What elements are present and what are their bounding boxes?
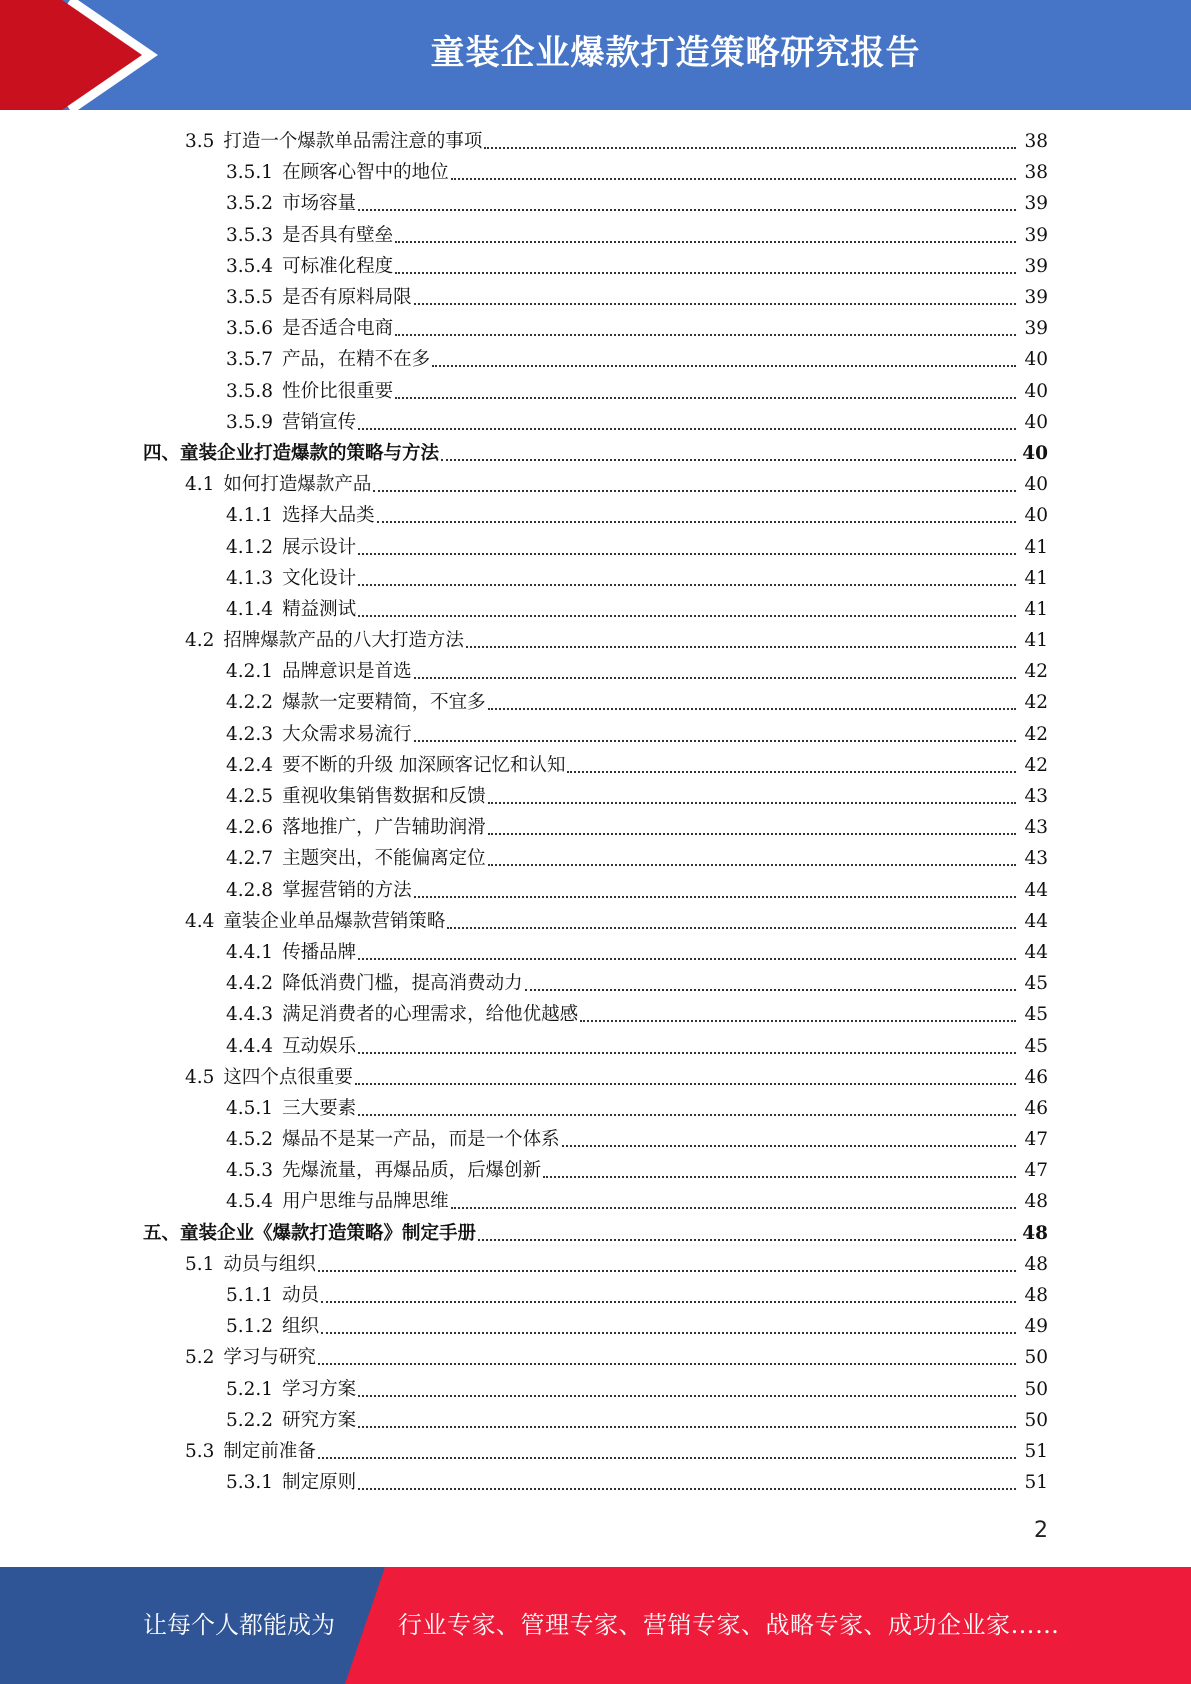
toc-dot-leader xyxy=(358,552,1016,555)
toc-entry-number: 4.4.1 xyxy=(226,941,274,963)
toc-entry-title: 招牌爆款产品的八大打造方法 xyxy=(223,630,464,652)
toc-entry-number: 4.5.2 xyxy=(226,1129,274,1151)
toc-entry-number: 四、 xyxy=(143,442,181,464)
toc-entry-number: 4.2 xyxy=(185,630,215,652)
toc-entry-number: 3.5.6 xyxy=(226,318,274,340)
toc-dot-leader xyxy=(451,177,1016,180)
toc-entry-page: 41 xyxy=(1024,630,1048,652)
toc-entry-title: 制定原则 xyxy=(282,1472,357,1494)
toc-entry-number: 4.1.4 xyxy=(226,598,274,620)
toc-entry-title: 爆款一定要精简，不宜多 xyxy=(282,692,486,714)
toc-entry-page: 42 xyxy=(1024,692,1048,714)
toc-entry-page: 51 xyxy=(1024,1440,1048,1462)
toc-entry-page: 45 xyxy=(1024,1035,1048,1057)
toc-entry-number: 4.2.8 xyxy=(226,879,274,901)
toc-entry-title: 重视收集销售数据和反馈 xyxy=(282,786,486,808)
toc-entry-page: 48 xyxy=(1024,1285,1048,1307)
toc-entry-page: 46 xyxy=(1024,1066,1048,1088)
page-footer xyxy=(0,1567,1191,1684)
toc-entry-page: 39 xyxy=(1024,224,1048,246)
toc-subsection-entry[interactable] xyxy=(0,1186,1191,1217)
toc-entry-number: 4.5.3 xyxy=(226,1160,274,1182)
toc-entry-page: 40 xyxy=(1024,380,1048,402)
toc-subsection-entry[interactable] xyxy=(0,251,1191,282)
toc-subsection-entry[interactable] xyxy=(0,282,1191,313)
toc-entry-title: 动员 xyxy=(282,1285,320,1307)
toc-dot-leader xyxy=(358,208,1016,211)
toc-subsection-entry[interactable] xyxy=(0,220,1191,251)
toc-dot-leader xyxy=(395,333,1016,336)
toc-entry-number: 3.5.8 xyxy=(226,380,274,402)
toc-entry-number: 5.3 xyxy=(185,1440,215,1462)
toc-entry-page: 50 xyxy=(1024,1409,1048,1431)
toc-dot-leader xyxy=(414,302,1016,305)
toc-dot-leader xyxy=(488,863,1016,866)
toc-entry-number: 5.1.2 xyxy=(226,1316,274,1338)
toc-subsection-entry[interactable] xyxy=(0,812,1191,843)
toc-entry-number: 4.5.4 xyxy=(226,1191,274,1213)
toc-subsection-entry[interactable] xyxy=(0,563,1191,594)
toc-dot-leader xyxy=(358,1425,1016,1428)
toc-entry-number: 4.4.3 xyxy=(226,1004,274,1026)
header-red-arrow xyxy=(0,0,148,110)
toc-entry-number: 4.2.3 xyxy=(226,723,274,745)
toc-entry-number: 5.3.1 xyxy=(226,1472,274,1494)
toc-entry-page: 41 xyxy=(1024,567,1048,589)
toc-dot-leader xyxy=(358,957,1016,960)
toc-entry-page: 43 xyxy=(1024,786,1048,808)
toc-dot-leader xyxy=(488,801,1016,804)
toc-entry-number: 3.5.2 xyxy=(226,193,274,215)
table-of-contents xyxy=(0,126,1191,1498)
toc-subsection-entry[interactable] xyxy=(0,1124,1191,1155)
toc-section-entry[interactable] xyxy=(0,1342,1191,1373)
toc-subsection-entry[interactable] xyxy=(0,1374,1191,1405)
toc-subsection-entry[interactable] xyxy=(0,1030,1191,1061)
toc-entry-page: 43 xyxy=(1024,817,1048,839)
toc-dot-leader xyxy=(441,458,1016,461)
toc-dot-leader xyxy=(488,707,1016,710)
toc-dot-leader xyxy=(395,396,1016,399)
toc-dot-leader xyxy=(395,240,1016,243)
toc-subsection-entry[interactable] xyxy=(0,750,1191,781)
toc-entry-title: 传播品牌 xyxy=(282,941,357,963)
toc-entry-title: 童装企业打造爆款的策略与方法 xyxy=(180,442,440,464)
toc-entry-number: 4.2.5 xyxy=(226,786,274,808)
toc-entry-page: 45 xyxy=(1024,1004,1048,1026)
toc-entry-title: 可标准化程度 xyxy=(282,255,394,277)
toc-entry-page: 49 xyxy=(1024,1316,1048,1338)
toc-entry-title: 产品，在精不在多 xyxy=(282,349,431,371)
toc-entry-number: 4.5.1 xyxy=(226,1097,274,1119)
toc-entry-title: 降低消费门槛，提高消费动力 xyxy=(282,973,523,995)
toc-entry-title: 研究方案 xyxy=(282,1409,357,1431)
toc-entry-page: 46 xyxy=(1024,1097,1048,1119)
toc-dot-leader xyxy=(358,1051,1016,1054)
toc-entry-page: 50 xyxy=(1024,1378,1048,1400)
toc-entry-title: 选择大品类 xyxy=(282,505,375,527)
toc-entry-page: 40 xyxy=(1024,505,1048,527)
toc-section-entry[interactable] xyxy=(0,469,1191,500)
toc-dot-leader xyxy=(414,895,1016,898)
toc-dot-leader xyxy=(318,1269,1016,1272)
toc-entry-number: 4.4 xyxy=(185,910,215,932)
toc-entry-title: 在顾客心智中的地位 xyxy=(282,162,449,184)
toc-entry-page: 40 xyxy=(1024,411,1048,433)
toc-dot-leader xyxy=(358,614,1016,617)
page-number: 2 xyxy=(1034,1518,1048,1543)
toc-entry-title: 如何打造爆款产品 xyxy=(223,474,372,496)
toc-entry-number: 3.5.5 xyxy=(226,287,274,309)
toc-entry-title: 互动娱乐 xyxy=(282,1035,357,1057)
toc-entry-page: 39 xyxy=(1024,318,1048,340)
toc-entry-number: 4.2.2 xyxy=(226,692,274,714)
toc-dot-leader xyxy=(414,739,1016,742)
toc-subsection-entry[interactable] xyxy=(0,687,1191,718)
toc-entry-number: 3.5.7 xyxy=(226,349,274,371)
toc-dot-leader xyxy=(451,1206,1016,1209)
toc-entry-number: 4.1 xyxy=(185,474,215,496)
toc-dot-leader xyxy=(373,489,1016,492)
toc-entry-title: 精益测试 xyxy=(282,598,357,620)
toc-dot-leader xyxy=(447,926,1016,929)
toc-dot-leader xyxy=(580,1019,1016,1022)
toc-subsection-entry[interactable] xyxy=(0,999,1191,1030)
toc-chapter-entry[interactable] xyxy=(0,1218,1191,1249)
toc-subsection-entry[interactable] xyxy=(0,1311,1191,1342)
toc-dot-leader xyxy=(377,520,1016,523)
toc-entry-number: 4.4.2 xyxy=(226,973,274,995)
toc-subsection-entry[interactable] xyxy=(0,843,1191,874)
toc-entry-number: 3.5.1 xyxy=(226,162,274,184)
toc-section-entry[interactable] xyxy=(0,1436,1191,1467)
toc-entry-title: 学习方案 xyxy=(282,1378,357,1400)
toc-subsection-entry[interactable] xyxy=(0,407,1191,438)
toc-dot-leader xyxy=(358,427,1016,430)
toc-entry-number: 3.5.3 xyxy=(226,224,274,246)
toc-subsection-entry[interactable] xyxy=(0,531,1191,562)
toc-entry-number: 5.2 xyxy=(185,1347,215,1369)
toc-entry-page: 45 xyxy=(1024,973,1048,995)
toc-dot-leader xyxy=(414,676,1016,679)
toc-subsection-entry[interactable] xyxy=(0,875,1191,906)
toc-entry-page: 48 xyxy=(1022,1222,1048,1244)
toc-entry-title: 制定前准备 xyxy=(223,1440,316,1462)
toc-section-entry[interactable] xyxy=(0,1062,1191,1093)
footer-slogan-left: 让每个人都能成为 xyxy=(143,1611,335,1639)
toc-entry-title: 大众需求易流行 xyxy=(282,723,412,745)
toc-entry-page: 41 xyxy=(1024,536,1048,558)
toc-entry-page: 42 xyxy=(1024,661,1048,683)
toc-section-entry[interactable] xyxy=(0,625,1191,656)
toc-entry-title: 组织 xyxy=(282,1316,320,1338)
toc-dot-leader xyxy=(488,832,1016,835)
toc-entry-title: 掌握营销的方法 xyxy=(282,879,412,901)
toc-entry-title: 主题突出，不能偏离定位 xyxy=(282,848,486,870)
toc-entry-number: 4.1.1 xyxy=(226,505,274,527)
toc-dot-leader xyxy=(432,364,1016,367)
toc-entry-title: 打造一个爆款单品需注意的事项 xyxy=(223,131,483,153)
toc-entry-title: 童装企业单品爆款营销策略 xyxy=(223,910,446,932)
toc-dot-leader xyxy=(358,1394,1016,1397)
toc-subsection-entry[interactable] xyxy=(0,1093,1191,1124)
toc-dot-leader xyxy=(562,1144,1016,1147)
toc-dot-leader xyxy=(321,1331,1016,1334)
toc-entry-title: 童装企业《爆款打造策略》制定手册 xyxy=(180,1222,477,1244)
toc-subsection-entry[interactable] xyxy=(0,500,1191,531)
toc-entry-number: 4.2.6 xyxy=(226,817,274,839)
toc-entry-page: 44 xyxy=(1024,941,1048,963)
toc-subsection-entry[interactable] xyxy=(0,719,1191,750)
toc-subsection-entry[interactable] xyxy=(0,937,1191,968)
toc-subsection-entry[interactable] xyxy=(0,1155,1191,1186)
toc-entry-number: 3.5 xyxy=(185,131,215,153)
toc-dot-leader xyxy=(318,1362,1016,1365)
toc-entry-page: 42 xyxy=(1024,754,1048,776)
toc-entry-page: 51 xyxy=(1024,1472,1048,1494)
toc-entry-title: 营销宣传 xyxy=(282,411,357,433)
toc-dot-leader xyxy=(543,1175,1016,1178)
toc-entry-page: 40 xyxy=(1022,442,1048,464)
toc-dot-leader xyxy=(358,1113,1016,1116)
toc-entry-title: 是否适合电商 xyxy=(282,318,394,340)
toc-entry-title: 性价比很重要 xyxy=(282,380,394,402)
toc-entry-page: 48 xyxy=(1024,1191,1048,1213)
toc-entry-page: 47 xyxy=(1024,1129,1048,1151)
toc-section-entry[interactable] xyxy=(0,1249,1191,1280)
toc-subsection-entry[interactable] xyxy=(0,968,1191,999)
toc-entry-title: 爆品不是某一产品，而是一个体系 xyxy=(282,1129,560,1151)
toc-subsection-entry[interactable] xyxy=(0,656,1191,687)
toc-subsection-entry[interactable] xyxy=(0,1405,1191,1436)
toc-entry-number: 3.5.9 xyxy=(226,411,274,433)
toc-subsection-entry[interactable] xyxy=(0,344,1191,375)
toc-subsection-entry[interactable] xyxy=(0,313,1191,344)
toc-section-entry[interactable] xyxy=(0,906,1191,937)
toc-entry-page: 44 xyxy=(1024,910,1048,932)
toc-entry-title: 满足消费者的心理需求，给他优越感 xyxy=(282,1004,579,1026)
toc-entry-page: 44 xyxy=(1024,879,1048,901)
toc-entry-title: 学习与研究 xyxy=(223,1347,316,1369)
toc-dot-leader xyxy=(567,770,1016,773)
header-title: 童装企业爆款打造策略研究报告 xyxy=(430,33,921,73)
toc-entry-page: 38 xyxy=(1024,162,1048,184)
toc-dot-leader xyxy=(358,1487,1016,1490)
toc-entry-title: 落地推广，广告辅助润滑 xyxy=(282,817,486,839)
toc-dot-leader xyxy=(395,271,1016,274)
toc-entry-number: 5.1.1 xyxy=(226,1285,274,1307)
toc-entry-page: 38 xyxy=(1024,131,1048,153)
toc-entry-page: 39 xyxy=(1024,255,1048,277)
toc-entry-page: 40 xyxy=(1024,349,1048,371)
toc-dot-leader xyxy=(484,146,1016,149)
toc-subsection-entry[interactable] xyxy=(0,188,1191,219)
toc-entry-page: 42 xyxy=(1024,723,1048,745)
toc-entry-page: 41 xyxy=(1024,598,1048,620)
toc-entry-title: 三大要素 xyxy=(282,1097,357,1119)
toc-entry-title: 文化设计 xyxy=(282,567,357,589)
toc-subsection-entry[interactable] xyxy=(0,1467,1191,1498)
toc-dot-leader xyxy=(478,1238,1016,1241)
toc-entry-number: 4.2.4 xyxy=(226,754,274,776)
toc-entry-title: 要不断的升级 加深顾客记忆和认知 xyxy=(282,754,566,776)
toc-entry-title: 展示设计 xyxy=(282,536,357,558)
toc-entry-number: 4.1.3 xyxy=(226,567,274,589)
toc-dot-leader xyxy=(466,645,1016,648)
toc-entry-page: 48 xyxy=(1024,1253,1048,1275)
toc-entry-number: 3.5.4 xyxy=(226,255,274,277)
toc-entry-page: 43 xyxy=(1024,848,1048,870)
toc-dot-leader xyxy=(525,988,1016,991)
toc-dot-leader xyxy=(355,1082,1016,1085)
toc-entry-title: 用户思维与品牌思维 xyxy=(282,1191,449,1213)
toc-entry-title: 动员与组织 xyxy=(223,1253,316,1275)
toc-entry-title: 市场容量 xyxy=(282,193,357,215)
toc-entry-number: 4.5 xyxy=(185,1066,215,1088)
toc-entry-title: 是否具有壁垒 xyxy=(282,224,394,246)
toc-entry-number: 4.1.2 xyxy=(226,536,274,558)
footer-slogan-right: 行业专家、管理专家、营销专家、战略专家、成功企业家…… xyxy=(398,1611,1060,1639)
toc-entry-number: 5.2.2 xyxy=(226,1409,274,1431)
toc-entry-page: 47 xyxy=(1024,1160,1048,1182)
toc-subsection-entry[interactable] xyxy=(0,1280,1191,1311)
toc-dot-leader xyxy=(358,583,1016,586)
toc-entry-page: 39 xyxy=(1024,287,1048,309)
toc-entry-number: 4.2.1 xyxy=(226,661,274,683)
toc-entry-number: 5.1 xyxy=(185,1253,215,1275)
toc-entry-page: 50 xyxy=(1024,1347,1048,1369)
toc-entry-title: 品牌意识是首选 xyxy=(282,661,412,683)
toc-entry-page: 40 xyxy=(1024,474,1048,496)
toc-section-entry[interactable] xyxy=(0,126,1191,157)
toc-subsection-entry[interactable] xyxy=(0,376,1191,407)
toc-entry-number: 五、 xyxy=(143,1222,181,1244)
toc-entry-number: 4.2.7 xyxy=(226,848,274,870)
toc-subsection-entry[interactable] xyxy=(0,594,1191,625)
toc-entry-title: 这四个点很重要 xyxy=(223,1066,353,1088)
toc-entry-number: 4.4.4 xyxy=(226,1035,274,1057)
page-header xyxy=(0,0,1191,110)
toc-subsection-entry[interactable] xyxy=(0,157,1191,188)
toc-chapter-entry[interactable] xyxy=(0,438,1191,469)
toc-dot-leader xyxy=(321,1300,1016,1303)
toc-subsection-entry[interactable] xyxy=(0,781,1191,812)
toc-entry-title: 先爆流量，再爆品质，后爆创新 xyxy=(282,1160,542,1182)
toc-entry-page: 39 xyxy=(1024,193,1048,215)
toc-dot-leader xyxy=(318,1456,1016,1459)
toc-entry-number: 5.2.1 xyxy=(226,1378,274,1400)
toc-entry-title: 是否有原料局限 xyxy=(282,287,412,309)
